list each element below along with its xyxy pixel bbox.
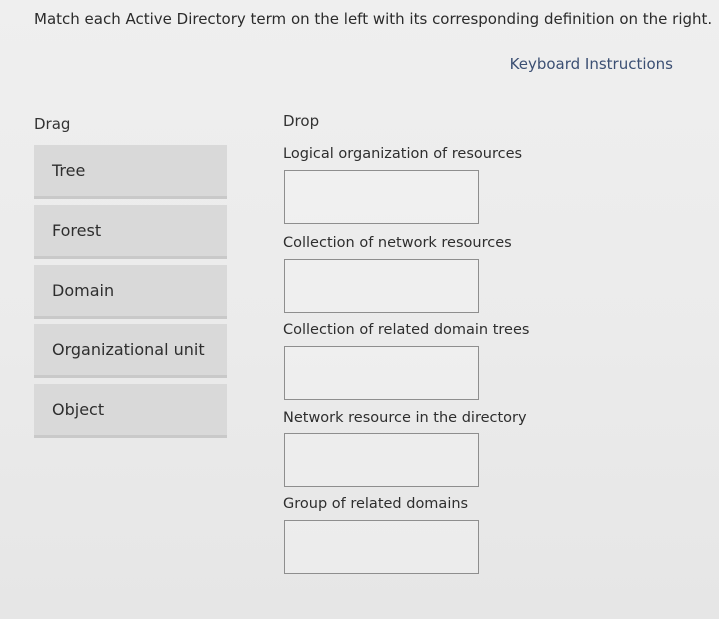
drop-zone-1[interactable] (284, 170, 479, 224)
keyboard-instructions-link[interactable]: Keyboard Instructions (509, 55, 673, 73)
drop-zone-2[interactable] (284, 259, 479, 313)
drag-item-label: Organizational unit (52, 340, 205, 359)
drop-zone-3[interactable] (284, 346, 479, 400)
drag-item-label: Tree (52, 161, 86, 180)
drag-item-label: Object (52, 400, 105, 419)
drag-column-heading: Drag (34, 115, 71, 133)
drop-label-group-related-domains: Group of related domains (283, 496, 469, 512)
drag-item-label: Forest (52, 221, 102, 240)
drop-label-collection-domain-trees: Collection of related domain trees (283, 322, 530, 338)
drag-item-tree[interactable] (34, 145, 227, 199)
drop-zone-5[interactable] (284, 520, 479, 574)
drag-item-object[interactable] (34, 384, 227, 438)
drop-zone-4[interactable] (284, 433, 479, 487)
drag-item-domain[interactable] (34, 265, 227, 319)
drag-item-label: Domain (52, 281, 115, 300)
question-instructions: Match each Active Directory term on the left with its corresponding definition on the right. (34, 10, 713, 28)
drop-label-logical-organization: Logical organization of resources (283, 146, 523, 162)
drag-item-organizational-unit[interactable] (34, 324, 227, 378)
drag-item-forest[interactable] (34, 205, 227, 259)
drop-label-network-resource: Network resource in the directory (283, 410, 527, 426)
drop-label-collection-network-resources: Collection of network resources (283, 235, 512, 251)
drop-column-heading: Drop (283, 112, 320, 130)
